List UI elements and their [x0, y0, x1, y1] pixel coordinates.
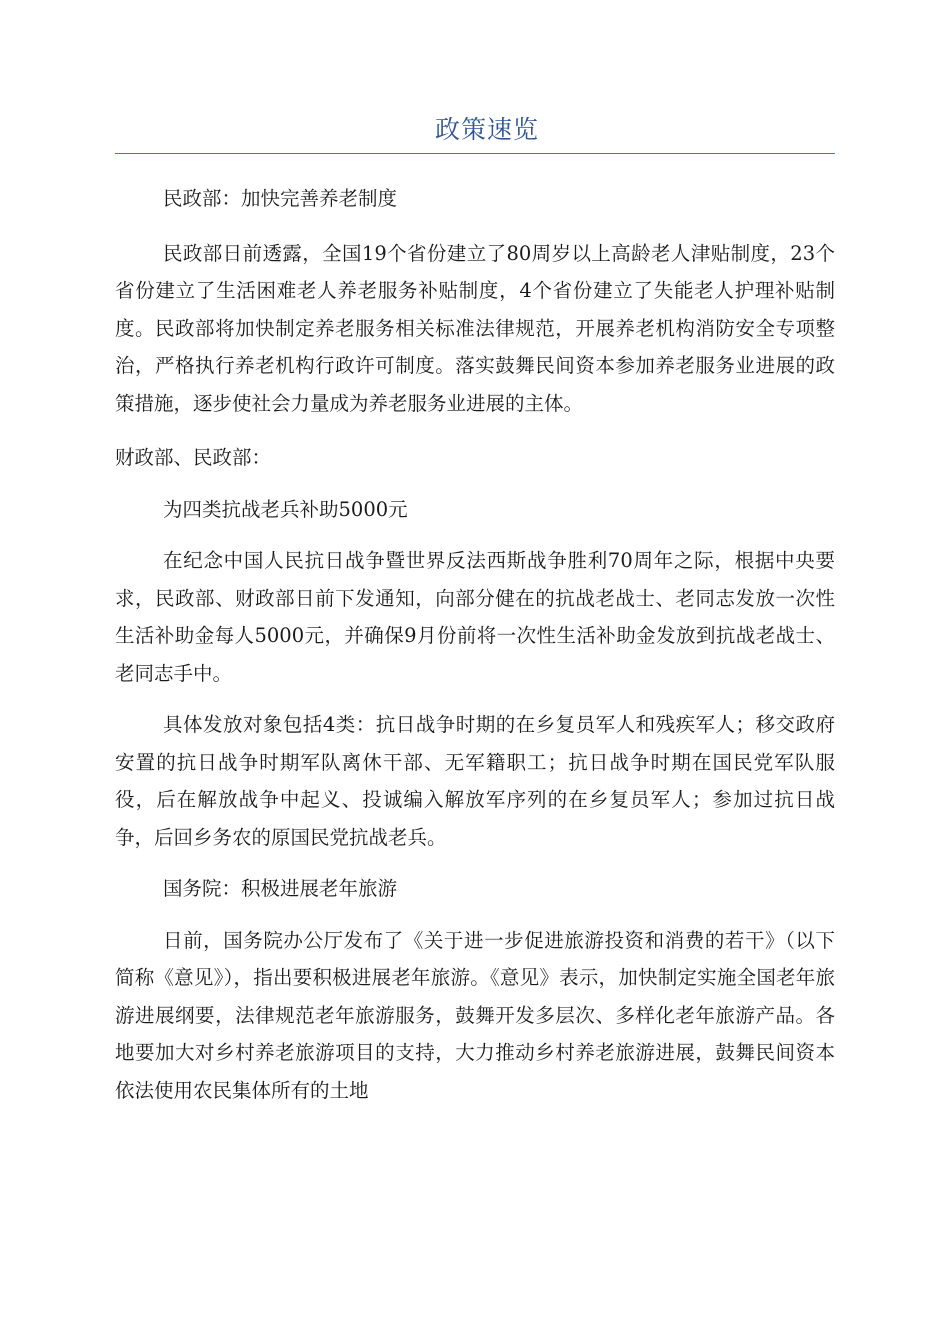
document-page	[115, 110, 835, 1109]
page-title: 政策速览	[434, 115, 539, 144]
paragraph-state-council-body: 日前，国务院办公厅发布了《关于进一步促进旅游投资和消费的若干》（以下简称《意见》），指出要积极进展老年旅游。《意见》表示，加快制定实施全国老年旅游进展纲要，法律规范老年旅游服务，鼓舞开发多层次、多样化老年旅游产品。各地要加大对乡村养老旅游项目的支持，大力推动乡村养老旅游进展，鼓舞民间资本依法使用农民集体所有的土地	[115, 928, 835, 1102]
section-heading-mof: 为四类抗战老兵补助5000元	[163, 497, 408, 521]
section-heading-prefix-mof: 财政部、民政部：	[115, 446, 272, 469]
paragraph-mof-body-2: 具体发放对象包括4类：抗日战争时期的在乡复员军人和残疾军人；移交政府安置的抗日战争时期军队离休干部、无军籍职工；抗日战争时期在国民党军队服役，后在解放战争中起义、投诚编入解放军序列的在乡复员军人；参加过抗日战争，后回乡务农的原国民党抗战老兵。	[115, 713, 835, 849]
paragraph-mof-body-1: 在纪念中国人民抗日战争暨世界反法西斯战争胜利70周年之际，根据中央要求，民政部、财政部日前下发通知，向部分健在的抗战老战士、老同志发放一次性生活补助金每人5000元，并确保9月份前将一次性生活补助金发放到抗战老战士、老同志手中。	[115, 549, 835, 685]
section-heading-mca: 民政部：加快完善养老制度	[163, 187, 398, 210]
title-underline-divider	[115, 153, 835, 154]
paragraph-mca-body: 民政部日前透露，全国19个省份建立了80周岁以上高龄老人津贴制度，23个省份建立了生活困难老人养老服务补贴制度，4个省份建立了失能老人护理补贴制度。民政部将加快制定养老服务相关标准法律规范，开展养老机构消防安全专项整治，严格执行养老机构行政许可制度。落实鼓舞民间资本参加养老服务业进展的政策措施，逐步使社会力量成为养老服务业进展的主体。	[115, 241, 835, 415]
section-heading-state-council: 国务院：积极进展老年旅游	[163, 877, 398, 900]
